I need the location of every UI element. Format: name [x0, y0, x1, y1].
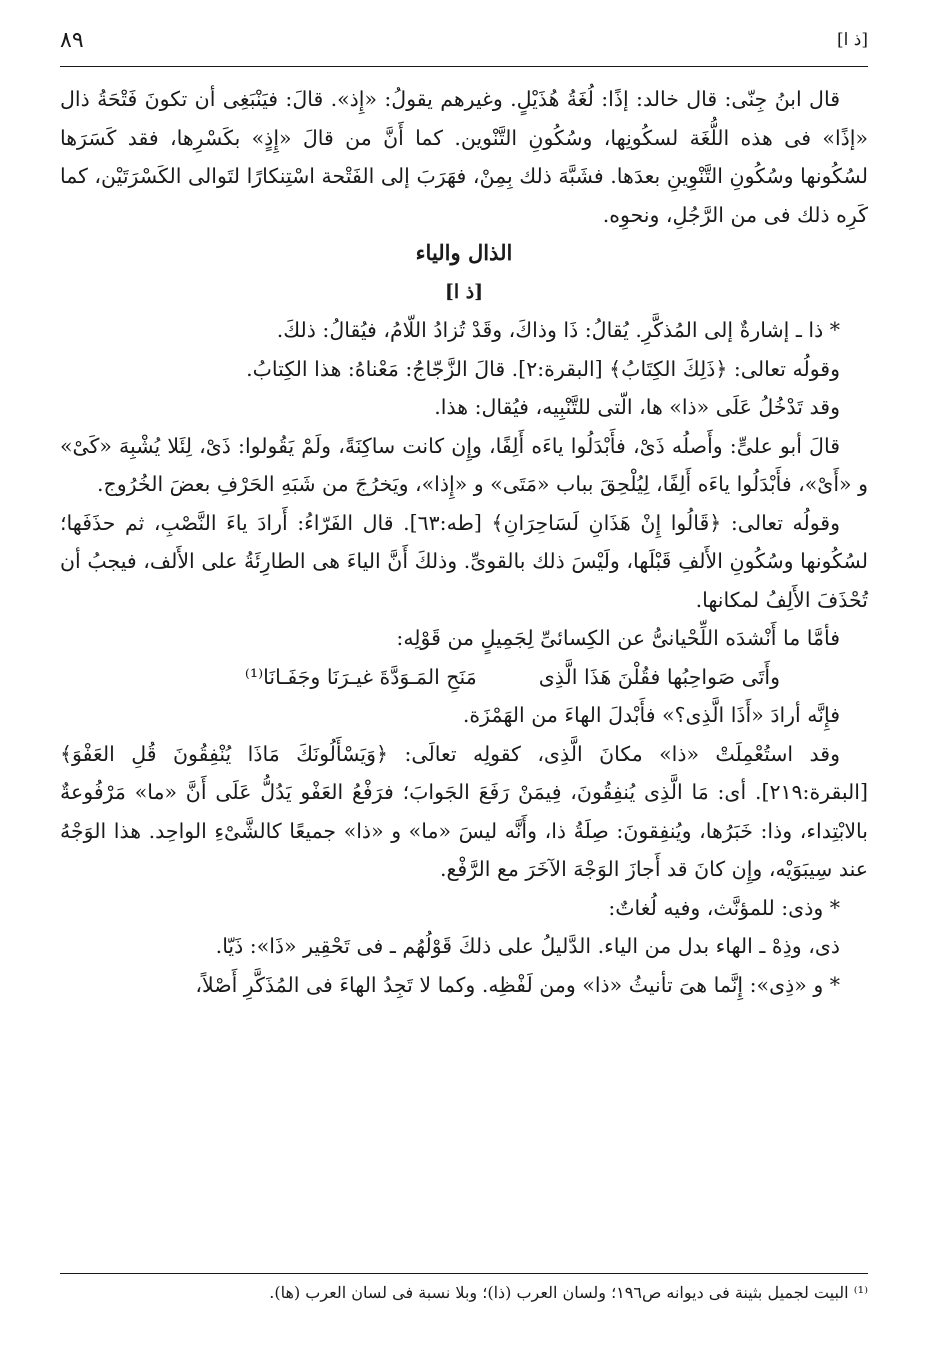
- running-head: [ذ ا]: [837, 30, 868, 50]
- footnote-rule: [60, 1273, 868, 1274]
- footnote: ⁽¹⁾ البيت لجميل بثينة فى ديوانه ص١٩٦؛ ولسان العرب (ذا)؛ وبلا نسبة فى لسان العرب (ها).: [269, 1283, 868, 1302]
- paragraph: فإِنَّه أرادَ «أَذَا الَّذِى؟» فأَبْدلَ الهاءَ من الهَمْزَة.: [462, 703, 840, 727]
- paragraph: * وذى: للمؤنَّث، وفيه لُغاتٌ:: [608, 895, 840, 920]
- paragraph: ذى، وذِهْ ـ الهاء بدل من الياء. الدَّليلُ على ذلكَ قَوْلُهُم ـ فى تَحْقِير «ذَا»: ذَيّا.: [215, 934, 840, 958]
- page-number: ٨٩: [60, 28, 84, 53]
- poetry-verse: [60, 658, 868, 697]
- main-text: [60, 80, 868, 1004]
- header-rule: [60, 66, 868, 67]
- page-header: [60, 28, 868, 64]
- section-title: الذال والياء: [415, 240, 513, 265]
- verse-second-hemistich: مَنَحِ المَـوَدَّةَ غيـرَنَا وجَفَـانَا⁽¹⁾: [244, 664, 477, 689]
- paragraph: فأمَّا ما أَنْشدَه اللِّحْيانىُّ عن الكِسائىِّ لِجَمِيلٍ من قَوْلِه:: [396, 626, 840, 650]
- paragraph: وقد استُعْمِلَتْ «ذا» مكانَ الَّذِى، كقولِه تعالَى: ﴿وَيَسْأَلُونَكَ مَاذَا يُنْفِقُونَ قُلِ العَفْوَ﴾ [البقرة:٢١٩]. أى: مَا الَّذِى يُنفِقُونَ، فِيمَنْ رَفَعَ الجَوابَ؛ فرَفْعُ العَفْو يَدُلُّ عَلَى أَنَّ «ما» مَرْفُوعةٌ بالابْتِداء، وذا: خَبَرُها، ويُنفِقونَ: صِلَةُ ذا، وأَنَّه ليسَ «ما» و «ذا» جميعًا كالشَّىْءِ الواحِد. هذا الوَجْهُ عند سِيبَوَيْه، وإِن كانَ قد أَجازَ الوَجْهَ الآخَرَ مع الرَّفْع.: [60, 741, 868, 881]
- entry-heading: [ذ ا]: [444, 280, 484, 303]
- paragraph: وقد تَدْخُلُ عَلَى «ذا» ها، الّتى للتَّنْبِيه، فيُقال: هذا.: [434, 395, 840, 419]
- paragraph: قالَ أبو علىٍّ: وأَصلُه ذَىْ، فأَبْدَلُوا ياءَه أَلِفًا، وإِن كانت ساكِنَةً، ولَمْ يَقُولوا: ذَىْ، لِئَلا يُشْبِهَ «كَىْ» و «أَىْ»، فأَبْدَلُوا ياءَه أَلِفًا، لِيُلْحِقَ بباب «مَتَى» و «إِذا»، ويَخرُجَ من شَبَهِ الحَرْفِ بعضَ الخُرُوج.: [60, 433, 868, 496]
- paragraph: وقولُه تعالى: ﴿ذَلِكَ الكِتَابُ﴾ [البقرة:٢]. قالَ الزَّجّاجُ: مَعْناهُ: هذا الكِتابُ.: [246, 356, 840, 381]
- paragraph: * ذا ـ إشارةٌ إلى المُذكَّرِ. يُقالُ: ذَا وذاكَ، وقَدْ تُزادُ اللّامُ، فيُقالُ: ذلكَ.: [276, 318, 840, 342]
- paragraph: قال ابنُ جِنّى: قال خالد: إذًا: لُغَةُ هُذَيْلٍ. وغيرهم يقولُ: «إِذ». قالَ: فيَنْبَغِى أن تكونَ فَتْحَةُ ذال «إذًا» فى هذه اللُّغَة لسكُونِها، وسُكُونِ التَّنْوين. كما أَنَّ من قالَ «إِذٍ» بكَسْرِها، فقد كَسَرَها لسُكُونها وسُكُونِ التَّنْوِينِ بعدَها. فشَبَّهَ ذلك بِمِنْ، فهَرَبَ إلى الفَتْحة اسْتِنكارًا لتَوالى الكَسْرَتَيْن، كما كَرِه ذلك فى من الرَّجُلِ، ونحوِه.: [60, 87, 868, 227]
- verse-first-hemistich: وأَتَى صَواحِبُها فقُلْنَ هَذَا الَّذِى: [538, 664, 780, 689]
- paragraph: * و «ذِى»: إِنَّما هىَ تأنيثُ «ذا» ومن لَفْظِه. وكما لا تَجِدُ الهاءَ فى المُذَكَّرِ أَصْلاً،: [195, 972, 840, 997]
- paragraph: وقولُه تعالى: ﴿قَالُوا إِنْ هَذَانِ لَسَاحِرَانِ﴾ [طه:٦٣]. قال الفَرّاءُ: أَرادَ ياءَ النَّصْبِ، ثم حذَفَها؛ لسُكُونها وسُكُونِ الأَلفِ قَبْلَها، ولَيْسَ ذلك بالقوىِّ. وذلكَ أَنَّ الياءَ هى الطارِئَةُ على الأَلف، فيجبُ أن تُحْذَفَ الأَلِفُ لمكانها.: [60, 510, 868, 612]
